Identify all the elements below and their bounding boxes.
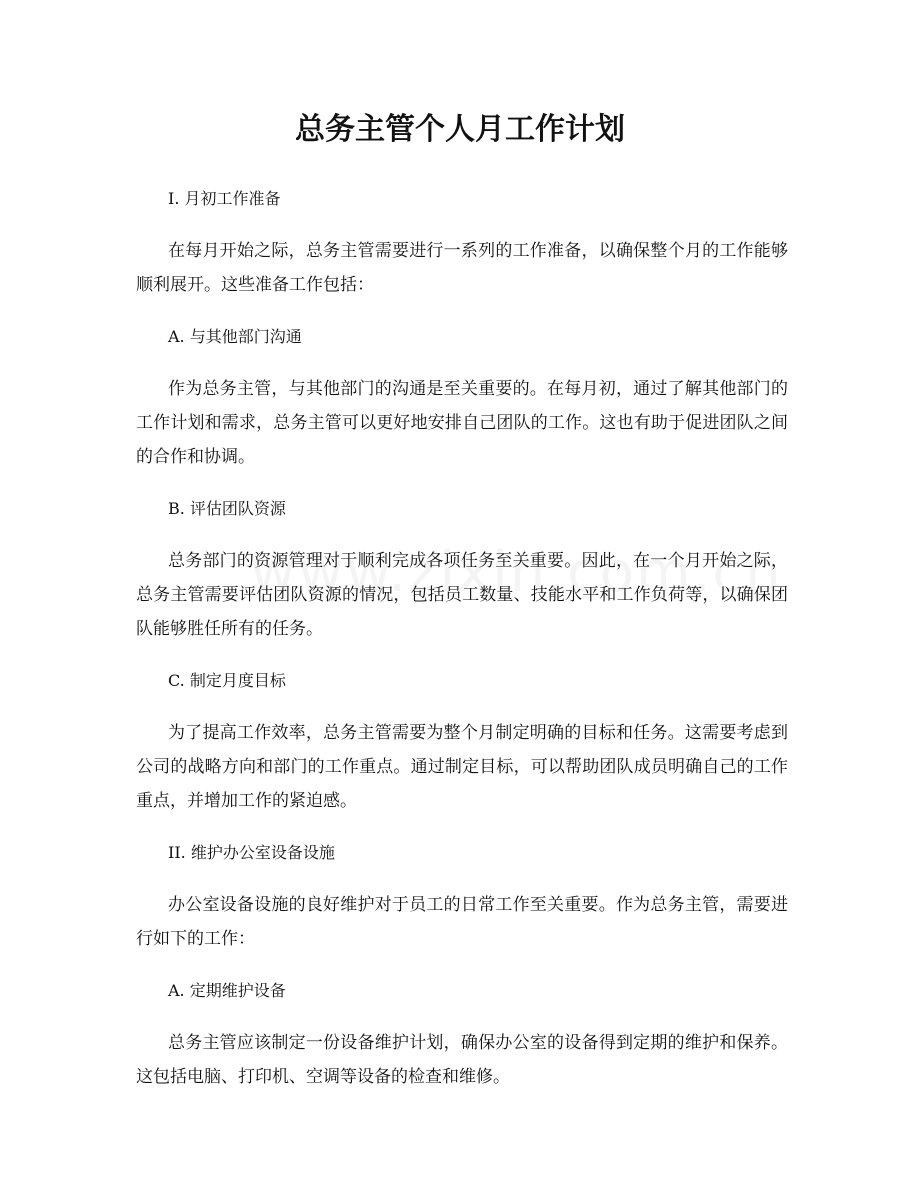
document-title: 总务主管个人月工作计划 (295, 112, 625, 147)
paragraph-6: 总务主管应该制定一份设备维护计划，确保办公室的设备得到定期的维护和保养。这包括电脑、打印机、空调等设备的检查和维修。 (136, 1033, 788, 1087)
section-heading-2: II. 维护办公室设备设施 (168, 843, 335, 862)
paragraph-3: 总务部门的资源管理对于顺利完成各项任务至关重要。因此，在一个月开始之际，总务主管需要评估团队资源的情况，包括员工数量、技能水平和工作负荷等，以确保团队能够胜任所有的任务。 (136, 551, 788, 639)
subsection-heading-c: C. 制定月度目标 (168, 671, 286, 690)
paragraph-4: 为了提高工作效率，总务主管需要为整个月制定明确的目标和任务。这需要考虑到公司的战略方向和部门的工作重点。通过制定目标，可以帮助团队成员明确自己的工作重点，并增加工作的紧迫感。 (136, 723, 788, 811)
subsection-heading-a2: A. 定期维护设备 (168, 981, 286, 1000)
paragraph-5: 办公室设备设施的良好维护对于员工的日常工作至关重要。作为总务主管，需要进行如下的工作： (136, 895, 788, 949)
subsection-heading-a: A. 与其他部门沟通 (168, 327, 302, 346)
subsection-heading-b: B. 评估团队资源 (168, 499, 286, 518)
paragraph-1: 在每月开始之际，总务主管需要进行一系列的工作准备，以确保整个月的工作能够顺利展开。这些准备工作包括： (136, 241, 788, 295)
paragraph-2: 作为总务主管，与其他部门的沟通是至关重要的。在每月初，通过了解其他部门的工作计划和需求，总务主管可以更好地安排自己团队的工作。这也有助于促进团队之间的合作和协调。 (136, 379, 788, 467)
document-body (136, 182, 788, 1094)
section-heading-1: I. 月初工作准备 (168, 189, 281, 208)
